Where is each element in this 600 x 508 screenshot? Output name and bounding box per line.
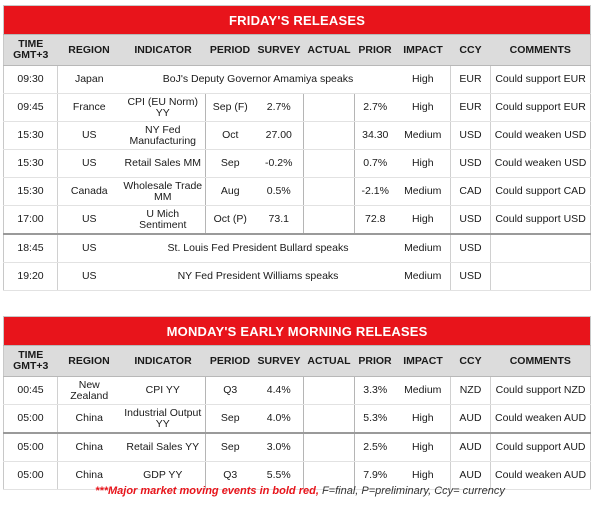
monday-title: MONDAY'S EARLY MORNING RELEASES [4, 317, 591, 346]
cell-indicator: Retail Sales MM [121, 150, 206, 178]
header-ccy: CCY [451, 346, 491, 377]
cell-indicator: Industrial Output YY [121, 405, 206, 434]
cell-survey: 27.00 [255, 122, 304, 150]
cell-ccy: NZD [451, 377, 491, 405]
cell-period: Oct (P) [206, 206, 255, 235]
header-impact: IMPACT [396, 346, 451, 377]
friday-releases-table [3, 5, 591, 291]
header-gmt-label: GMT+3 [13, 360, 49, 372]
cell-region: Canada [58, 178, 121, 206]
cell-comments: Could support USD [491, 206, 591, 235]
cell-time: 00:45 [4, 377, 58, 405]
cell-comments [491, 263, 591, 291]
table-row [4, 178, 591, 206]
cell-comments: Could weaken AUD [491, 462, 591, 490]
cell-indicator: NY Fed President Williams speaks [121, 263, 396, 291]
cell-ccy: AUD [451, 433, 491, 462]
table-row [4, 94, 591, 122]
cell-period: Sep [206, 433, 255, 462]
cell-prior: 2.5% [355, 433, 396, 462]
cell-comments: Could support CAD [491, 178, 591, 206]
table-row [4, 377, 591, 405]
cell-indicator: CPI YY [121, 377, 206, 405]
cell-region: Japan [58, 66, 121, 94]
cell-time: 18:45 [4, 234, 58, 263]
cell-prior: 7.9% [355, 462, 396, 490]
header-impact: IMPACT [396, 35, 451, 66]
cell-impact: High [396, 150, 451, 178]
header-comments: COMMENTS [491, 346, 591, 377]
header-indicator: INDICATOR [121, 35, 206, 66]
cell-region: China [58, 433, 121, 462]
cell-indicator: Wholesale Trade MM [121, 178, 206, 206]
cell-impact: High [396, 433, 451, 462]
cell-impact: High [396, 462, 451, 490]
cell-impact: High [396, 94, 451, 122]
header-actual: ACTUAL [304, 35, 355, 66]
cell-ccy: AUD [451, 405, 491, 434]
header-actual: ACTUAL [304, 346, 355, 377]
table-row [4, 263, 591, 291]
cell-region: US [58, 263, 121, 291]
cell-ccy: EUR [451, 94, 491, 122]
header-time [4, 346, 58, 377]
cell-prior: 5.3% [355, 405, 396, 434]
cell-time: 15:30 [4, 122, 58, 150]
cell-survey: 3.0% [255, 433, 304, 462]
header-time-label: TIME [18, 38, 44, 50]
header-indicator: INDICATOR [121, 346, 206, 377]
cell-region: US [58, 234, 121, 263]
header-row [4, 346, 591, 377]
cell-prior: 0.7% [355, 150, 396, 178]
cell-impact: Medium [396, 122, 451, 150]
cell-time: 05:00 [4, 405, 58, 434]
cell-comments: Could weaken USD [491, 150, 591, 178]
header-prior: PRIOR [355, 346, 396, 377]
cell-ccy: USD [451, 150, 491, 178]
cell-period: Oct [206, 122, 255, 150]
monday-releases-table [3, 316, 591, 490]
cell-time: 09:30 [4, 66, 58, 94]
cell-impact: Medium [396, 377, 451, 405]
cell-comments [491, 234, 591, 263]
cell-region: US [58, 150, 121, 178]
cell-comments: Could support EUR [491, 94, 591, 122]
header-time [4, 35, 58, 66]
footnote-key: ***Major market moving events in bold red, [95, 485, 319, 497]
friday-title: FRIDAY'S RELEASES [4, 6, 591, 35]
cell-indicator: BoJ's Deputy Governor Amamiya speaks [121, 66, 396, 94]
cell-ccy: AUD [451, 462, 491, 490]
table-row [4, 206, 591, 235]
cell-indicator: NY Fed Manufacturing [121, 122, 206, 150]
cell-time: 19:20 [4, 263, 58, 291]
cell-period: Aug [206, 178, 255, 206]
table-row [4, 234, 591, 263]
cell-impact: High [396, 66, 451, 94]
cell-region: New Zealand [58, 377, 121, 405]
cell-region: US [58, 122, 121, 150]
cell-indicator: Retail Sales YY [121, 433, 206, 462]
cell-comments: Could support NZD [491, 377, 591, 405]
cell-impact: Medium [396, 234, 451, 263]
header-period: PERIOD [206, 346, 255, 377]
cell-time: 15:30 [4, 178, 58, 206]
cell-comments: Could support AUD [491, 433, 591, 462]
cell-indicator: GDP YY [121, 462, 206, 490]
header-prior: PRIOR [355, 35, 396, 66]
cell-ccy: USD [451, 263, 491, 291]
cell-survey: 5.5% [255, 462, 304, 490]
cell-actual [304, 377, 355, 405]
cell-impact: High [396, 405, 451, 434]
header-region: REGION [58, 35, 121, 66]
cell-ccy: CAD [451, 178, 491, 206]
cell-region: US [58, 206, 121, 235]
cell-survey: 4.0% [255, 405, 304, 434]
cell-region: China [58, 405, 121, 434]
cell-ccy: USD [451, 206, 491, 235]
header-row [4, 35, 591, 66]
cell-survey: 4.4% [255, 377, 304, 405]
cell-ccy: USD [451, 234, 491, 263]
cell-indicator: U Mich Sentiment [121, 206, 206, 235]
header-gmt-label: GMT+3 [13, 49, 49, 61]
cell-comments: Could weaken USD [491, 122, 591, 150]
header-period: PERIOD [206, 35, 255, 66]
table-row [4, 433, 591, 462]
cell-indicator: St. Louis Fed President Bullard speaks [121, 234, 396, 263]
cell-period: Sep [206, 405, 255, 434]
table-row [4, 405, 591, 434]
cell-actual [304, 150, 355, 178]
footnote-legend: F=final, P=preliminary, Ccy= currency [318, 485, 505, 497]
table-row [4, 122, 591, 150]
cell-survey: 2.7% [255, 94, 304, 122]
cell-actual [304, 122, 355, 150]
cell-survey: 73.1 [255, 206, 304, 235]
cell-actual [304, 433, 355, 462]
table-row [4, 66, 591, 94]
header-comments: COMMENTS [491, 35, 591, 66]
table-row [4, 150, 591, 178]
cell-actual [304, 206, 355, 235]
cell-comments: Could support EUR [491, 66, 591, 94]
cell-region: France [58, 94, 121, 122]
cell-period: Q3 [206, 377, 255, 405]
cell-prior: 72.8 [355, 206, 396, 235]
cell-prior: -2.1% [355, 178, 396, 206]
header-survey: SURVEY [255, 346, 304, 377]
header-time-label: TIME [18, 349, 44, 361]
cell-ccy: EUR [451, 66, 491, 94]
cell-impact: Medium [396, 263, 451, 291]
cell-time: 15:30 [4, 150, 58, 178]
header-ccy: CCY [451, 35, 491, 66]
cell-region: China [58, 462, 121, 490]
cell-ccy: USD [451, 122, 491, 150]
cell-indicator: CPI (EU Norm) YY [121, 94, 206, 122]
cell-time: 05:00 [4, 433, 58, 462]
cell-period: Sep [206, 150, 255, 178]
cell-impact: High [396, 206, 451, 235]
cell-survey: 0.5% [255, 178, 304, 206]
cell-prior: 34.30 [355, 122, 396, 150]
cell-time: 09:45 [4, 94, 58, 122]
cell-period: Q3 [206, 462, 255, 490]
cell-survey: -0.2% [255, 150, 304, 178]
cell-actual [304, 94, 355, 122]
cell-prior: 2.7% [355, 94, 396, 122]
cell-impact: Medium [396, 178, 451, 206]
cell-comments: Could weaken AUD [491, 405, 591, 434]
header-region: REGION [58, 346, 121, 377]
header-survey: SURVEY [255, 35, 304, 66]
cell-actual [304, 178, 355, 206]
cell-prior: 3.3% [355, 377, 396, 405]
cell-time: 05:00 [4, 462, 58, 490]
cell-actual [304, 405, 355, 434]
footnote [0, 485, 600, 497]
cell-time: 17:00 [4, 206, 58, 235]
cell-period: Sep (F) [206, 94, 255, 122]
